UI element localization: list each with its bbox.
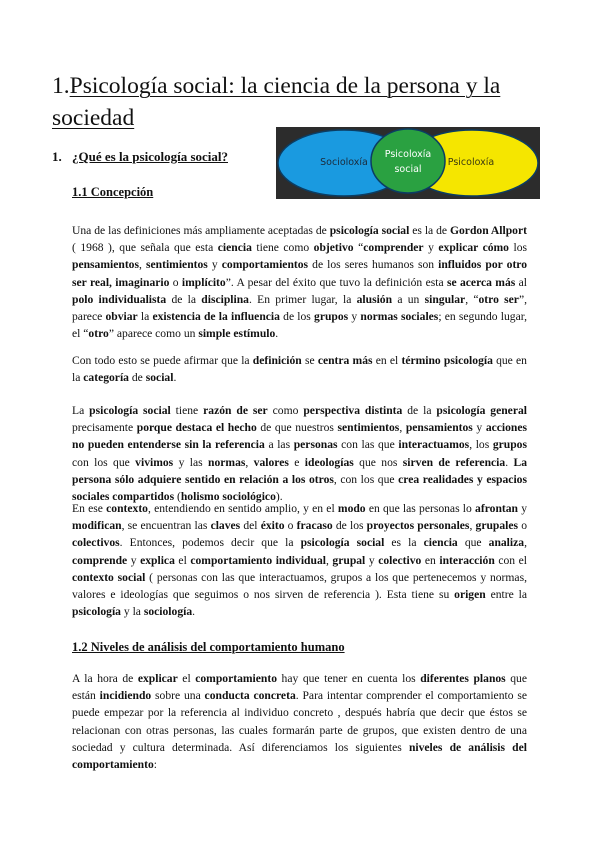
bold-text-run: comprender xyxy=(363,241,424,255)
text-run: : xyxy=(153,758,158,772)
bold-text-run: modifican xyxy=(72,519,122,533)
bold-text-run: porque destaca el hecho xyxy=(136,421,257,435)
bold-text-run: obviar xyxy=(105,310,138,324)
chapter-title-line2: sociedad xyxy=(52,105,135,131)
text-run: , los xyxy=(469,438,493,452)
bold-text-run: otro ser xyxy=(478,292,519,306)
text-run: ” aparece como un xyxy=(108,327,199,341)
bold-text-run: conducta concreta xyxy=(204,689,296,703)
bold-text-run: otro xyxy=(88,327,109,341)
text-run: el xyxy=(174,553,191,567)
text-run: a un xyxy=(392,292,425,306)
bold-text-run: sentimientos xyxy=(337,421,400,435)
bold-text-run: personas xyxy=(293,438,338,452)
bold-text-run: proyectos personales xyxy=(366,519,470,533)
text-run: . Para intentar comprender el comportamiento se puede empezar por la referencia al individuo concreto , después habría que decir que éstos se relacionan con otras personas, las cuales formarán parte de grupos, que existen dentro de una sociedad y cultura determinada. Así diferenciamos los siguientes xyxy=(72,689,527,754)
bold-text-run: incidiendo xyxy=(99,689,152,703)
bold-text-run: pensamientos xyxy=(405,421,473,435)
text-run: la xyxy=(137,310,153,324)
venn-center-circle xyxy=(371,129,445,193)
text-run: sobre una xyxy=(151,689,205,703)
text-run: que xyxy=(457,536,489,550)
bold-text-run: perspectiva distinta xyxy=(303,404,403,417)
bold-text-run: contexto social xyxy=(72,570,146,584)
bold-text-run: psicología general xyxy=(436,404,527,417)
text-run: de que nuestros xyxy=(256,421,338,435)
text-run: “ xyxy=(353,241,364,255)
bold-text-run: implícito xyxy=(181,275,226,289)
text-run: ; en segundo lugar, el “ xyxy=(72,310,528,341)
bold-text-run: contexto xyxy=(106,502,148,515)
text-run: en xyxy=(421,553,440,567)
bold-text-run: colectivo xyxy=(378,553,422,567)
text-run: , se encuentran las xyxy=(121,519,211,533)
text-run: ). xyxy=(275,490,283,504)
text-run: con el xyxy=(494,553,527,567)
text-run: del xyxy=(240,519,261,533)
bold-text-run: disciplina xyxy=(201,292,249,306)
text-run: , xyxy=(325,553,333,567)
text-run: en el xyxy=(372,354,402,367)
bold-text-run: niveles de análisis del comportamiento xyxy=(72,740,527,772)
text-run: que nos xyxy=(353,455,403,469)
bold-text-run: éxito xyxy=(260,519,285,533)
bold-text-run: polo individualista xyxy=(72,292,167,306)
text-run: es la xyxy=(384,536,424,550)
text-run: y xyxy=(365,553,379,567)
text-run: y las xyxy=(173,455,209,469)
subsection-heading-niveles: 1.2 Niveles de análisis del comportamiento humano xyxy=(72,640,345,654)
bold-text-run: sirven de referencia xyxy=(402,455,506,469)
text-run: y xyxy=(518,502,528,515)
bold-text-run: claves xyxy=(210,519,241,533)
bold-text-run: comportamiento xyxy=(195,672,277,685)
bold-text-run: interactuamos xyxy=(398,438,470,452)
bold-text-run: influidos por otro ser real, imaginario xyxy=(72,258,528,289)
text-run: de los xyxy=(279,310,315,324)
subsection-heading-concepcion: 1.1 Concepción xyxy=(72,185,154,199)
text-run: ”, parece xyxy=(72,292,528,324)
bold-text-run: normas xyxy=(208,455,246,469)
bold-text-run: origen xyxy=(454,588,486,602)
text-run: que están xyxy=(72,672,527,703)
bold-text-run: holismo sociológico xyxy=(180,490,276,504)
bold-text-run: singular xyxy=(424,292,466,306)
bold-text-run: psicología social xyxy=(89,404,171,417)
text-run: , “ xyxy=(465,292,479,306)
text-run: . xyxy=(505,455,514,469)
bold-text-run: ciencia xyxy=(423,536,458,550)
bold-text-run: normas sociales xyxy=(360,310,439,324)
text-run: y xyxy=(423,241,439,255)
text-run: tiene xyxy=(170,404,204,417)
bold-text-run: razón de ser xyxy=(203,404,268,417)
text-run: , xyxy=(469,519,476,533)
text-run: . Entonces, podemos decir que la xyxy=(119,536,301,550)
paragraph-raison-detre xyxy=(72,402,527,505)
bold-text-run: psicología social xyxy=(300,536,385,550)
bold-text-run: valores xyxy=(253,455,289,469)
bold-text-run: comportamiento individual xyxy=(190,553,326,567)
text-run: los xyxy=(508,241,528,255)
venn-center-label-line2: social xyxy=(394,164,422,175)
bold-text-run: explicar cómo xyxy=(438,241,509,255)
bold-text-run: crea realidades y espacios sociales compartidos xyxy=(72,472,527,504)
bold-text-run: interacción xyxy=(439,553,495,567)
text-run: de los seres humanos son xyxy=(308,258,439,272)
text-run: . En primer lugar, la xyxy=(248,292,357,306)
bold-text-run: afrontan xyxy=(475,502,518,515)
text-run: , xyxy=(245,455,254,469)
bold-text-run: ideologías xyxy=(304,455,354,469)
bold-text-run: centra más xyxy=(317,354,373,367)
text-run: ( 1968 ), que señala que esta xyxy=(72,241,218,255)
bold-text-run: ciencia xyxy=(217,241,252,255)
venn-diagram xyxy=(276,127,540,199)
text-run: al xyxy=(515,275,528,289)
text-run: . xyxy=(173,371,177,385)
text-run: . xyxy=(275,327,279,341)
paragraph-conclusion xyxy=(72,352,527,386)
text-run: como xyxy=(267,404,304,417)
text-run: entre la xyxy=(485,588,527,602)
text-run: y la xyxy=(120,605,144,619)
text-run: , xyxy=(399,421,406,435)
venn-right-label: Psicoloxía xyxy=(447,157,495,168)
chapter-heading xyxy=(52,70,542,134)
bold-text-run: grupos xyxy=(314,310,349,324)
text-run: de la xyxy=(402,404,437,417)
paragraph-context xyxy=(72,500,527,620)
bold-text-run: definición xyxy=(252,354,302,367)
text-run: de la xyxy=(166,292,202,306)
bold-text-run: grupal xyxy=(332,553,366,567)
bold-text-run: social xyxy=(145,371,174,385)
bold-text-run: simple estímulo xyxy=(198,327,276,341)
bold-text-run: objetivo xyxy=(313,241,354,255)
bold-text-run: analiza xyxy=(488,536,525,550)
bold-text-run: grupos xyxy=(492,438,527,452)
text-run: Una de las definiciones más ampliamente aceptadas de xyxy=(72,224,330,237)
text-run: tiene como xyxy=(251,241,314,255)
text-run: ”. A pesar del éxito que tuvo la definición esta xyxy=(225,275,447,289)
bold-text-run: explica xyxy=(140,553,175,567)
venn-center-label-line1: Psicoloxía xyxy=(384,149,432,160)
bold-text-run: alusión xyxy=(356,292,393,306)
text-run: con las que xyxy=(337,438,399,452)
text-run: Con todo esto se puede afirmar que la xyxy=(72,354,253,367)
text-run: , entendiendo en sentido amplio, y en el xyxy=(147,502,338,515)
bold-text-run: Gordon Allport xyxy=(449,224,527,237)
bold-text-run: modo xyxy=(337,502,366,515)
bold-text-run: grupales xyxy=(475,519,519,533)
text-run: o xyxy=(284,519,297,533)
text-run: A la hora de xyxy=(72,672,138,685)
text-run: , con los que xyxy=(333,472,399,486)
bold-text-run: psicología xyxy=(72,605,121,619)
text-run: es la de xyxy=(409,224,450,237)
bold-text-run: sentimientos xyxy=(145,258,208,272)
text-run: se xyxy=(301,354,318,367)
bold-text-run: diferentes planos xyxy=(420,672,506,685)
bold-text-run: pensamientos xyxy=(72,258,139,272)
bold-text-run: acciones no pueden entenderse sin la referencia xyxy=(72,421,528,452)
chapter-number: 1. xyxy=(52,73,70,99)
text-run: en que las personas lo xyxy=(365,502,476,515)
text-run: ( personas con las que interactuamos, grupos a los que pertenecemos y normas, valores e ideologías que seguimos o nos sirven de referencia ). Esta tiene su xyxy=(72,570,527,602)
text-run: e xyxy=(288,455,305,469)
section-title: ¿Qué es la psicología social? xyxy=(72,149,228,164)
text-run: o xyxy=(169,275,182,289)
text-run: o xyxy=(518,519,527,533)
chapter-title-line1: Psicología social: la ciencia de la persona y la xyxy=(69,73,501,99)
text-run: de los xyxy=(332,519,367,533)
text-run: , xyxy=(139,258,146,272)
bold-text-run: categoría xyxy=(83,371,129,385)
text-run: La xyxy=(72,404,90,417)
text-run: a las xyxy=(264,438,294,452)
bold-text-run: comportamientos xyxy=(221,258,309,272)
text-run: hay que tener en cuenta los xyxy=(277,672,421,685)
bold-text-run: se acerca más xyxy=(446,275,516,289)
text-run: y xyxy=(207,258,222,272)
bold-text-run: comprende xyxy=(72,553,128,567)
text-run: , xyxy=(524,536,527,550)
bold-text-run: existencia de la influencia xyxy=(152,310,280,324)
paragraph-levels xyxy=(72,670,527,773)
bold-text-run: vivimos xyxy=(135,455,174,469)
venn-left-label: Socioloxía xyxy=(320,157,368,168)
text-run: que en la xyxy=(72,354,527,385)
bold-text-run: colectivos xyxy=(72,536,120,550)
bold-text-run: explicar xyxy=(137,672,178,685)
bold-text-run: fracaso xyxy=(296,519,333,533)
bold-text-run: término psicología xyxy=(401,354,493,367)
text-run: En ese xyxy=(72,502,107,515)
bold-text-run: La persona sólo adquiere sentido en relación a los otros xyxy=(72,455,527,486)
text-run: con los que xyxy=(72,455,136,469)
text-run: . xyxy=(192,605,196,619)
text-run: ( xyxy=(174,490,181,504)
section-number: 1. xyxy=(52,149,62,164)
text-run: el xyxy=(177,672,196,685)
text-run: y xyxy=(127,553,141,567)
bold-text-run: psicología social xyxy=(329,224,410,237)
text-run: y xyxy=(472,421,486,435)
paragraph-definition xyxy=(72,222,527,342)
bold-text-run: sociología xyxy=(143,605,193,619)
section-heading xyxy=(52,149,228,165)
text-run: y xyxy=(348,310,361,324)
text-run: de xyxy=(128,371,146,385)
text-run: precisamente xyxy=(72,421,137,435)
